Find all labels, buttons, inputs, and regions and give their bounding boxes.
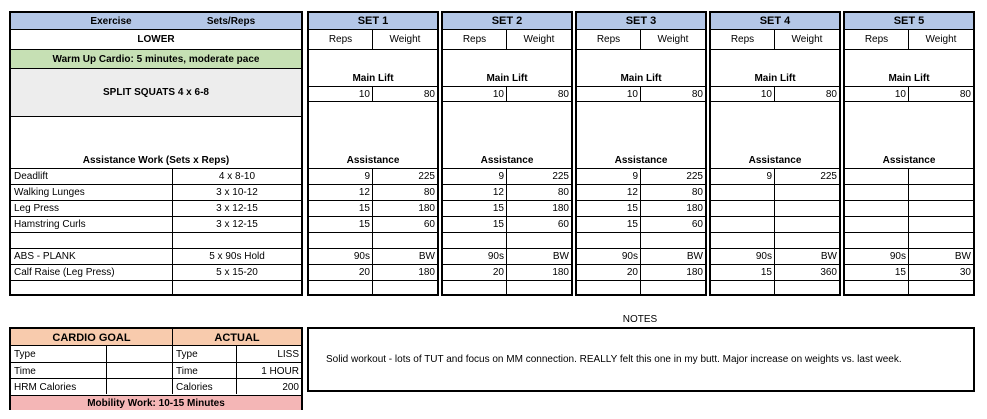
main-lift-weight: 80 (691, 88, 703, 100)
set-row (443, 232, 571, 248)
exercise-column-header: Exercise (90, 16, 132, 27)
set-reps-cell (711, 201, 775, 216)
set-reps-cell: 15 (443, 201, 507, 216)
set-title: SET 1 (309, 13, 437, 30)
cardio-actual-label: Calories (173, 379, 237, 394)
set-weight-cell (775, 201, 839, 216)
main-lift-weight: 80 (959, 88, 971, 100)
set-row (711, 232, 839, 248)
set-reps-cell (711, 217, 775, 232)
set-table (575, 11, 707, 296)
cardio-goal-value (107, 363, 173, 378)
exercise-sets-reps: 3 x 10-12 (216, 187, 258, 198)
reps-column-header: Reps (443, 30, 507, 49)
set-weight-cell (909, 201, 973, 216)
set-reps-cell: 15 (577, 201, 641, 216)
main-lift-weight: 80 (825, 88, 837, 100)
main-lift-reps: 10 (711, 87, 775, 101)
exercise-sets-reps: 4 x 8-10 (218, 171, 256, 182)
main-lift-row (577, 86, 705, 102)
set-row (443, 248, 571, 264)
set-row (577, 248, 705, 264)
set-weight-cell (775, 281, 839, 296)
main-lift-label: Main Lift (352, 72, 394, 84)
section-label: LOWER (11, 30, 301, 50)
set-row (577, 280, 705, 296)
cardio-goal-title: CARDIO GOAL (11, 329, 173, 346)
exercise-row (11, 232, 301, 248)
set-weight-cell: BW (954, 251, 971, 262)
set-row (845, 264, 973, 280)
cardio-goal-label: Type (11, 346, 107, 362)
exercise-sets-reps: 3 x 12-15 (216, 203, 258, 214)
cardio-actual-title: ACTUAL (214, 331, 260, 344)
set-weight-cell: 225 (686, 171, 703, 182)
set-reps-cell: 15 (577, 217, 641, 232)
set-table (709, 11, 841, 296)
cardio-actual-label: Type (173, 346, 237, 362)
set-title: SET 3 (577, 13, 705, 30)
set-reps-cell: 9 (309, 169, 373, 184)
set-weight-cell (775, 217, 839, 232)
set-row (711, 200, 839, 216)
set-row (845, 216, 973, 232)
exercise-sets-reps (173, 233, 301, 248)
set-row (711, 248, 839, 264)
main-lift-row (711, 86, 839, 102)
main-lift-reps: 10 (577, 87, 641, 101)
set-weight-cell: 60 (423, 219, 435, 230)
set-column-headers (443, 30, 571, 50)
set-reps-cell (845, 169, 909, 184)
cardio-goal-label: HRM Calories (11, 379, 107, 394)
set-reps-cell (309, 281, 373, 296)
set-weight-cell: BW (686, 251, 703, 262)
set-reps-cell: 20 (577, 265, 641, 280)
weight-column-header: Weight (791, 34, 823, 45)
cardio-actual-label: Time (173, 363, 237, 378)
main-lift-label: Main Lift (754, 72, 796, 84)
set-weight-cell (909, 281, 973, 296)
cardio-actual-value: 1 HOUR (261, 365, 299, 377)
set-row (309, 232, 437, 248)
warmup-cardio-label: Warm Up Cardio: 5 minutes, moderate pace (11, 50, 301, 69)
set-reps-cell: 9 (577, 169, 641, 184)
set-table (843, 11, 975, 296)
set-weight-cell (373, 281, 437, 296)
set-row (845, 232, 973, 248)
set-row (845, 280, 973, 296)
set-reps-cell: 9 (443, 169, 507, 184)
set-row (845, 248, 973, 264)
set-row (577, 200, 705, 216)
assistance-work-heading (11, 117, 301, 168)
main-lift-row (309, 86, 437, 102)
set-reps-cell (443, 281, 507, 296)
main-lift-label: Main Lift (620, 72, 662, 84)
set-weight-cell (775, 185, 839, 200)
set-row (309, 184, 437, 200)
cardio-row (11, 362, 301, 378)
set-row (711, 168, 839, 184)
set-weight-cell: 180 (418, 203, 435, 214)
main-lift-reps: 10 (845, 87, 909, 101)
set-row (577, 168, 705, 184)
set-weight-cell: 180 (552, 203, 569, 214)
set-weight-cell (507, 281, 571, 296)
exercise-row (11, 248, 301, 264)
exercise-row (11, 216, 301, 232)
set-reps-cell: 90s (443, 249, 507, 264)
set-reps-cell (443, 233, 507, 248)
cardio-goal-label: Time (11, 363, 107, 378)
set-row (309, 216, 437, 232)
weight-column-header: Weight (523, 34, 555, 45)
set-table (307, 11, 439, 296)
set-row (309, 280, 437, 296)
reps-column-header: Reps (309, 30, 373, 49)
set-title: SET 5 (845, 13, 973, 30)
set-reps-cell: 15 (309, 217, 373, 232)
set-column-headers (577, 30, 705, 50)
exercise-name: Deadlift (11, 169, 173, 184)
exercise-row (11, 280, 301, 296)
assistance-label: Assistance (882, 154, 936, 166)
set-row (309, 168, 437, 184)
exercise-row (11, 184, 301, 200)
exercise-sets-reps (173, 281, 301, 296)
exercise-row (11, 200, 301, 216)
exercise-sets-reps: 5 x 90s Hold (209, 251, 265, 262)
set-weight-cell (909, 233, 973, 248)
set-column-headers (845, 30, 973, 50)
exercise-sets-reps: 5 x 15-20 (216, 267, 258, 278)
set-reps-cell: 20 (309, 265, 373, 280)
set-reps-cell (845, 233, 909, 248)
set-column-headers (309, 30, 437, 50)
set-reps-cell: 12 (443, 185, 507, 200)
cardio-actual-value: 200 (282, 381, 299, 393)
set-weight-cell (909, 185, 973, 200)
set-weight-cell: BW (418, 251, 435, 262)
set-reps-cell (577, 233, 641, 248)
set-row (845, 184, 973, 200)
set-row (309, 200, 437, 216)
main-lift-label: Main Lift (888, 72, 930, 84)
set-weight-cell: 225 (820, 171, 837, 182)
exercise-row (11, 168, 301, 184)
set-weight-cell (641, 281, 705, 296)
set-row (309, 264, 437, 280)
cardio-row (11, 346, 301, 362)
main-lift-weight: 80 (557, 88, 569, 100)
exercise-name (11, 281, 173, 296)
weight-column-header: Weight (389, 34, 421, 45)
set-reps-cell: 15 (711, 265, 775, 280)
set-table (441, 11, 573, 296)
weight-column-header: Weight (657, 34, 689, 45)
set-row (845, 168, 973, 184)
set-row (711, 264, 839, 280)
exercise-name (11, 233, 173, 248)
set-reps-cell: 20 (443, 265, 507, 280)
main-lift-row (845, 86, 973, 102)
cardio-row (11, 378, 301, 394)
assistance-label: Assistance (346, 154, 400, 166)
set-reps-cell (711, 233, 775, 248)
mobility-work-label: Mobility Work: 10-15 Minutes (11, 395, 301, 410)
set-row (443, 184, 571, 200)
cardio-actual-value: LISS (277, 348, 299, 360)
exercise-name: Walking Lunges (11, 185, 173, 200)
cardio-goal-value (107, 379, 173, 394)
cardio-header-row (11, 329, 301, 346)
reps-column-header: Reps (845, 30, 909, 49)
exercise-row (11, 264, 301, 280)
set-weight-cell (775, 233, 839, 248)
set-reps-cell: 15 (443, 217, 507, 232)
set-weight-cell: BW (552, 251, 569, 262)
main-lift-exercise: SPLIT SQUATS 4 x 6-8 (11, 69, 301, 117)
set-weight-cell: 360 (820, 267, 837, 278)
cardio-goal-value (107, 346, 173, 362)
set-reps-cell: 9 (711, 169, 775, 184)
set-row (577, 232, 705, 248)
set-weight-cell: 60 (557, 219, 569, 230)
set-reps-cell: 90s (309, 249, 373, 264)
set-row (443, 200, 571, 216)
set-row (845, 200, 973, 216)
set-reps-cell (845, 201, 909, 216)
set-reps-cell: 12 (577, 185, 641, 200)
weight-column-header: Weight (925, 34, 957, 45)
exercise-name: Calf Raise (Leg Press) (11, 265, 173, 280)
exercise-sets-reps: 3 x 12-15 (216, 219, 258, 230)
set-row (443, 216, 571, 232)
set-row (577, 184, 705, 200)
notes-title: NOTES (622, 313, 658, 325)
set-weight-cell: 225 (552, 171, 569, 182)
set-weight-cell: 30 (959, 267, 971, 278)
exercise-table (9, 11, 303, 296)
set-row (577, 264, 705, 280)
assistance-label: Assistance (748, 154, 802, 166)
set-row (711, 184, 839, 200)
exercise-header-row (11, 13, 301, 30)
set-row (443, 168, 571, 184)
set-weight-cell (909, 169, 973, 184)
main-lift-reps: 10 (443, 87, 507, 101)
sets-reps-column-header: Sets/Reps (206, 16, 256, 27)
set-row (711, 280, 839, 296)
set-weight-cell: 180 (686, 267, 703, 278)
set-weight-cell (507, 233, 571, 248)
set-reps-cell (309, 233, 373, 248)
set-weight-cell (641, 233, 705, 248)
set-reps-cell: 90s (845, 249, 909, 264)
set-reps-cell: 90s (577, 249, 641, 264)
reps-column-header: Reps (711, 30, 775, 49)
set-reps-cell (845, 281, 909, 296)
notes-text: Solid workout - lots of TUT and focus on MM connection. REALLY felt this one in my butt. Major increase on weights vs. last week. (326, 354, 902, 365)
set-weight-cell: BW (820, 251, 837, 262)
set-reps-cell: 15 (309, 201, 373, 216)
assistance-work-heading-text: Assistance Work (Sets x Reps) (82, 155, 230, 166)
set-reps-cell: 15 (845, 265, 909, 280)
main-lift-reps: 10 (309, 87, 373, 101)
set-weight-cell (909, 217, 973, 232)
set-row (577, 216, 705, 232)
assistance-label: Assistance (480, 154, 534, 166)
set-weight-cell: 180 (552, 267, 569, 278)
set-reps-cell (845, 185, 909, 200)
set-weight-cell: 180 (686, 203, 703, 214)
set-reps-cell: 12 (309, 185, 373, 200)
set-weight-cell: 80 (423, 187, 435, 198)
main-lift-row (443, 86, 571, 102)
set-row (711, 216, 839, 232)
set-reps-cell (711, 185, 775, 200)
cardio-table (9, 327, 303, 410)
set-column-headers (711, 30, 839, 50)
set-reps-cell (845, 217, 909, 232)
assistance-label: Assistance (614, 154, 668, 166)
exercise-name: Leg Press (11, 201, 173, 216)
set-weight-cell: 80 (557, 187, 569, 198)
reps-column-header: Reps (577, 30, 641, 49)
set-reps-cell (711, 281, 775, 296)
set-weight-cell: 180 (418, 267, 435, 278)
notes-box (307, 327, 975, 392)
main-lift-label: Main Lift (486, 72, 528, 84)
set-row (443, 280, 571, 296)
set-weight-cell (373, 233, 437, 248)
set-weight-cell: 225 (418, 171, 435, 182)
exercise-name: ABS - PLANK (11, 249, 173, 264)
set-weight-cell: 80 (691, 187, 703, 198)
set-weight-cell: 60 (691, 219, 703, 230)
set-row (309, 248, 437, 264)
set-title: SET 2 (443, 13, 571, 30)
exercise-name: Hamstring Curls (11, 217, 173, 232)
set-reps-cell (577, 281, 641, 296)
main-lift-weight: 80 (423, 88, 435, 100)
set-row (443, 264, 571, 280)
set-reps-cell: 90s (711, 249, 775, 264)
set-title: SET 4 (711, 13, 839, 30)
